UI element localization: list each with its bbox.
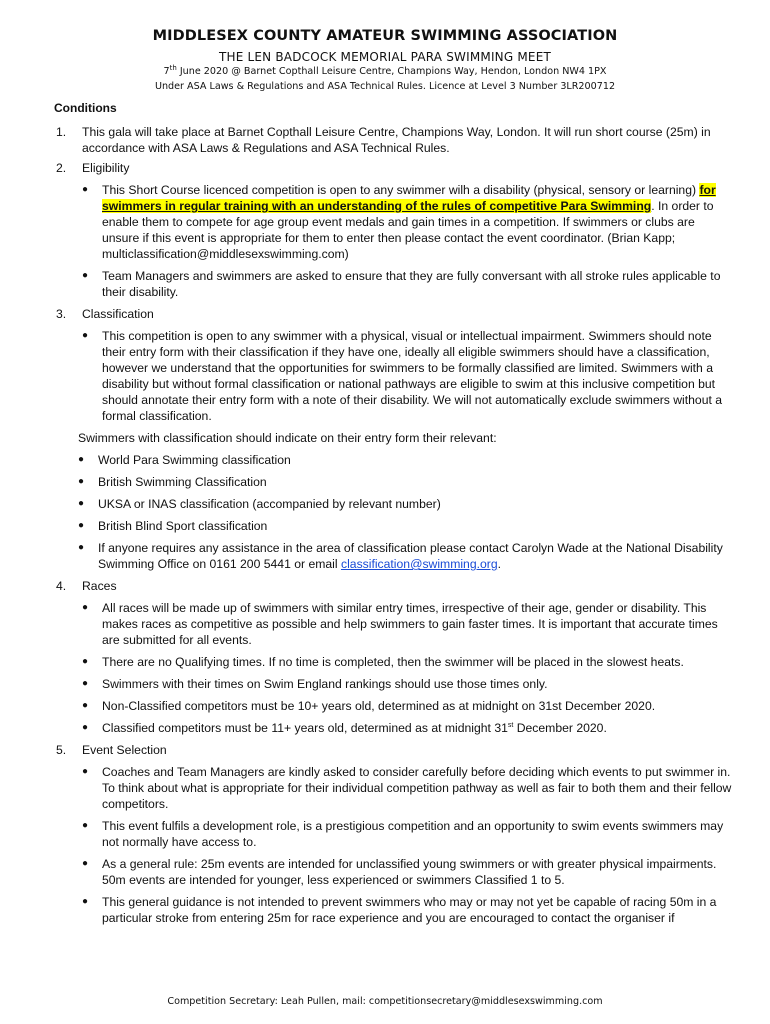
section-number: 4.: [56, 579, 67, 593]
item-text: As a general rule: 25m events are intended for unclassified young swimmers or with greater physical impairments. 50m events are intended for younger, less experienced or swimmers Classified 1 to 5.: [102, 857, 717, 887]
classification-note: Swimmers with classification should indicate on their entry form their relevant:: [78, 431, 497, 445]
bullet-icon: ●: [82, 184, 89, 195]
bullet-icon: ●: [82, 678, 89, 689]
item-text: .: [497, 557, 502, 571]
date-suffix: th: [169, 63, 177, 72]
section-number: 2.: [56, 161, 67, 175]
item-text: This competition is open to any swimmer with a physical, visual or intellectual impairment. Swimmers should note their entry form with their classification if they have one, ideally all eligible swimmers should have a classification, however we understand that the opportunities for swimmers to be formally classified are limited. Swimmers with a disability but without formal classification or national pathways are eligible to swim at this inclusive competition but should annotate their entry form with a note of their disability. We will not automatically exclude swimmers without a formal classification.: [102, 329, 723, 423]
item-text: . In order to enable them to compete for age group event medals and gain times in a competition. If swimmers or clubs are unsure if this event is appropriate for them to enter then please contact the event coordinator. (Brian Kapp; multiclassification@middlesexswimming.com): [102, 199, 714, 261]
bullet-icon: ●: [78, 520, 85, 531]
bullet-icon: ●: [82, 722, 89, 733]
bullet-icon: ●: [82, 766, 89, 777]
date-day: 7: [163, 66, 170, 77]
event-date-venue: [0, 63, 770, 77]
list-item: [82, 600, 734, 648]
ordinal-suffix: st: [507, 721, 514, 729]
list-item: [82, 654, 734, 670]
bullet-icon: ●: [82, 330, 89, 341]
item-text: British Blind Sport classification: [98, 519, 268, 533]
item-text: This event fulfils a development role, is a prestigious competition and an opportunity to swim events swimmers may not normally have access to.: [102, 819, 724, 849]
races-list: [82, 600, 734, 736]
licence-line: Under ASA Laws & Regulations and ASA Technical Rules. Licence at Level 3 Number 3LR200712: [154, 81, 616, 92]
section-number: 3.: [56, 307, 67, 321]
item-text: This general guidance is not intended to prevent swimmers who may or may not yet be capable of racing 50m in a particular stroke from entering 25m for race experience and you are encouraged to contact the organiser if: [102, 895, 717, 925]
item-text: There are no Qualifying times. If no time is completed, then the swimmer will be placed in the slowest heats.: [102, 655, 684, 669]
classification-types-list: [54, 452, 734, 572]
list-item: [82, 720, 734, 736]
item-text: World Para Swimming classification: [98, 453, 291, 467]
document-subtitle: THE LEN BADCOCK MEMORIAL PARA SWIMMING MEET: [218, 50, 552, 64]
section-venue: [54, 124, 734, 156]
list-item: [82, 328, 734, 424]
bullet-icon: ●: [82, 602, 89, 613]
list-item: [78, 474, 734, 490]
section-text: This gala will take place at Barnet Copthall Leisure Centre, Champions Way, London. It will run short course (25m) in accordance with ASA Laws & Regulations and ASA Technical Rules.: [82, 125, 711, 155]
list-item: [82, 818, 734, 850]
list-item: [82, 894, 734, 926]
bullet-icon: ●: [82, 896, 89, 907]
page-footer: Competition Secretary: Leah Pullen, mail: competitionsecretary@middlesexswimming.com: [167, 996, 603, 1007]
item-text: UKSA or INAS classification (accompanied by relevant number): [98, 497, 441, 511]
section-races: [54, 578, 734, 736]
section-title: Classification: [82, 307, 154, 321]
event-selection-list: [82, 764, 734, 926]
list-item: [78, 452, 734, 468]
list-item: [82, 268, 734, 300]
conditions-heading: Conditions: [54, 101, 117, 115]
section-number: 5.: [56, 743, 67, 757]
list-item: [82, 856, 734, 888]
bullet-icon: ●: [78, 454, 85, 465]
highlighted-text: for swimmers in regular training with an understanding of the rules of competitive Para Swimming: [102, 183, 716, 213]
date-venue-text: June 2020 @ Barnet Copthall Leisure Centre, Champions Way, Hendon, London NW4 1PX: [176, 66, 607, 77]
item-text: December 2020.: [513, 721, 607, 735]
bullet-icon: ●: [82, 700, 89, 711]
item-text: Non-Classified competitors must be 10+ years old, determined as at midnight on 31st December 2020.: [102, 699, 656, 713]
section-number: 1.: [56, 125, 67, 139]
list-item: [82, 676, 734, 692]
bullet-icon: ●: [82, 270, 89, 281]
item-text: British Swimming Classification: [98, 475, 267, 489]
list-item: [82, 698, 734, 714]
list-item: [78, 518, 734, 534]
list-item: [82, 764, 734, 812]
item-text: Classified competitors must be 11+ years old, determined as at midnight 31: [102, 721, 508, 735]
bullet-icon: ●: [78, 498, 85, 509]
section-eligibility: [54, 160, 734, 300]
document-title: MIDDLESEX COUNTY AMATEUR SWIMMING ASSOCIATION: [152, 28, 618, 44]
conditions-body: [54, 124, 734, 932]
bullet-icon: ●: [82, 656, 89, 667]
list-item: [78, 496, 734, 512]
bullet-icon: ●: [82, 858, 89, 869]
section-title: Event Selection: [82, 743, 167, 757]
section-event-selection: [54, 742, 734, 926]
section-classification: [54, 306, 734, 322]
bullet-icon: ●: [82, 820, 89, 831]
item-text: Coaches and Team Managers are kindly asked to consider carefully before deciding which events to put swimmer in. To think about what is appropriate for their individual competition pathway as well as fair to both them and their fellow competitors.: [102, 765, 732, 811]
classification-list: [82, 328, 734, 424]
bullet-icon: ●: [78, 476, 85, 487]
section-title: Races: [82, 579, 117, 593]
classification-content: [54, 328, 734, 424]
eligibility-list: [82, 182, 734, 300]
list-item: [78, 540, 734, 572]
item-text: All races will be made up of swimmers with similar entry times, irrespective of their age, gender or disability. This makes races as competitive as possible and help swimmers to gain faster times. It is important that accurate times are submitted for all events.: [102, 601, 718, 647]
bullet-icon: ●: [78, 542, 85, 553]
item-text: Swimmers with their times on Swim England rankings should use those times only.: [102, 677, 548, 691]
item-text: This Short Course licenced competition is open to any swimmer wilh a disability (physical, sensory or learning): [102, 183, 700, 197]
item-text: Team Managers and swimmers are asked to ensure that they are fully conversant with all stroke rules applicable to their disability.: [102, 269, 721, 299]
section-title: Eligibility: [82, 161, 130, 175]
list-item: [82, 182, 734, 262]
classification-email-link[interactable]: classification@swimming.org: [340, 557, 498, 571]
item-text: If anyone requires any assistance in the area of classification please contact Carolyn Wade at the National Disability Swimming Office on 0161 200 5441 or email: [98, 541, 723, 571]
